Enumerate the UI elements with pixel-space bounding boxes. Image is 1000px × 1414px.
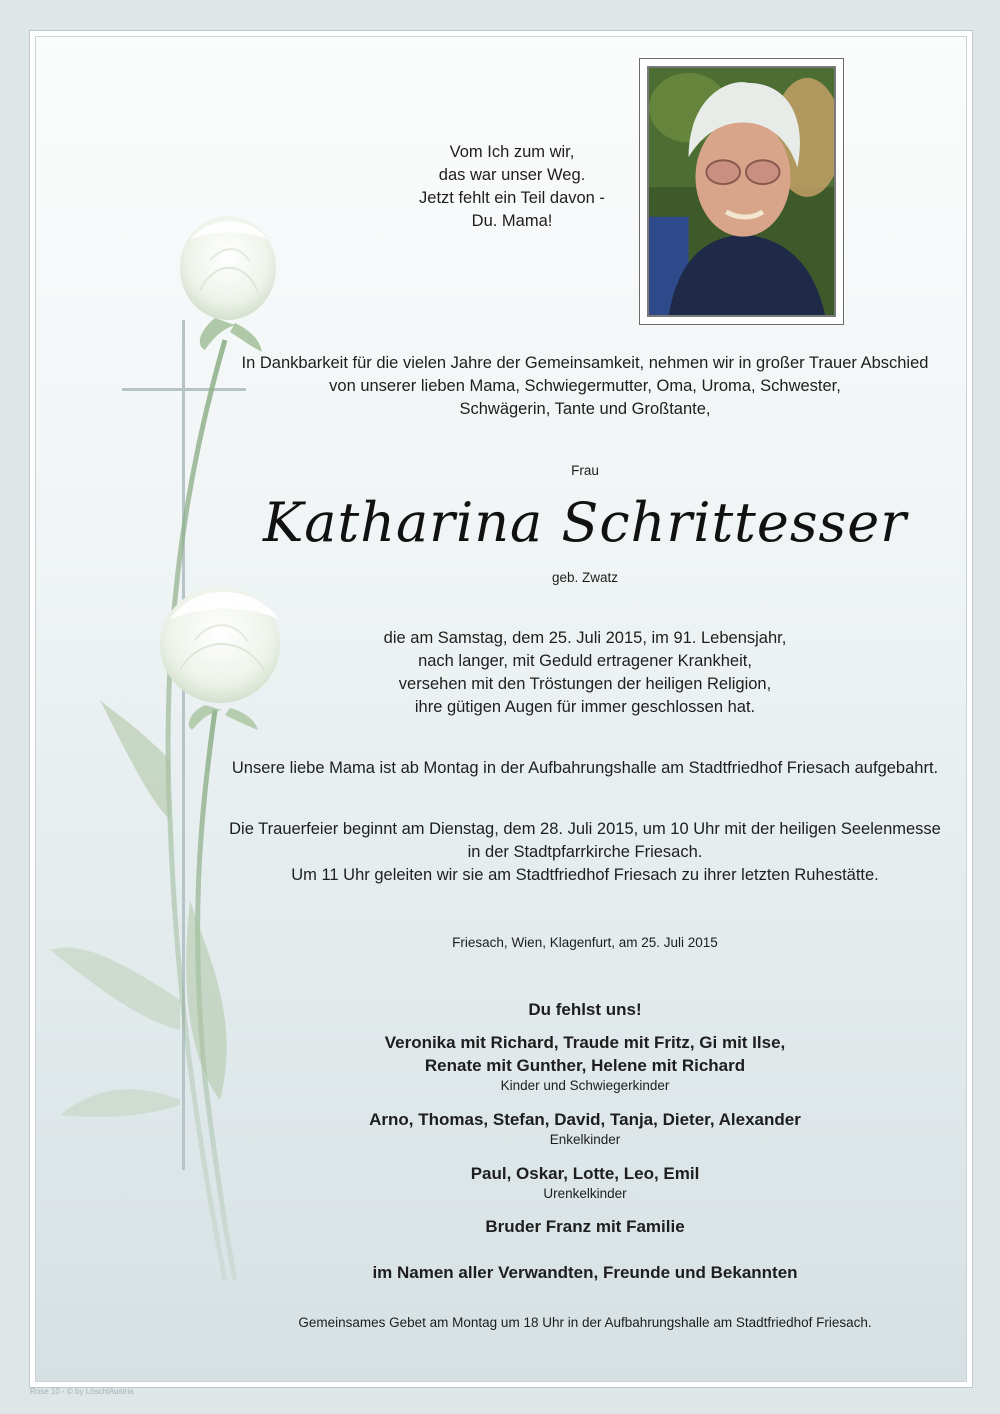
death-notice-line: nach langer, mit Geduld ertragener Krankheit, <box>418 652 752 670</box>
ceremony-notice <box>200 818 970 887</box>
birth-name: geb. Zwatz <box>551 570 619 585</box>
grandchildren-label: Enkelkinder <box>549 1132 621 1147</box>
portrait-photo <box>639 58 844 325</box>
cross-vertical <box>182 320 185 1170</box>
great-grandchildren-names: Paul, Oskar, Lotte, Leo, Emil <box>470 1164 700 1183</box>
ceremony-line: Die Trauerfeier beginnt am Dienstag, dem 28. Juli 2015, um 10 Uhr mit der heiligen Seelenmesse <box>229 820 941 838</box>
intro-text <box>200 352 970 421</box>
deceased-name: Katharina Schrittesser <box>262 491 908 554</box>
ceremony-line: Um 11 Uhr geleiten wir sie am Stadtfriedhof Friesach zu ihrer letzten Ruhestätte. <box>291 866 879 884</box>
intro-line: von unserer lieben Mama, Schwiegermutter, Oma, Uroma, Schwester, <box>329 377 841 395</box>
grandchildren-names: Arno, Thomas, Stefan, David, Tanja, Dieter, Alexander <box>369 1110 801 1129</box>
great-grandchildren-label: Urenkelkinder <box>543 1186 627 1201</box>
death-notice-line: ihre gütigen Augen für immer geschlossen hat. <box>414 698 756 716</box>
poem-line: das war unser Weg. <box>438 166 586 184</box>
death-notice-line: die am Samstag, dem 25. Juli 2015, im 91. Lebensjahr, <box>383 629 787 647</box>
poem-line: Jetzt fehlt ein Teil davon - <box>419 189 605 207</box>
portrait-image <box>649 68 834 315</box>
rose-top <box>180 216 276 320</box>
death-notice <box>200 627 970 719</box>
children-names-line: Renate mit Gunther, Helene mit Richard <box>424 1056 746 1075</box>
children-names <box>200 1031 970 1077</box>
ceremony-line: in der Stadtpfarrkirche Friesach. <box>467 843 703 861</box>
children-label: Kinder und Schwiegerkinder <box>500 1078 670 1093</box>
children-names-line: Veronika mit Richard, Traude mit Fritz, Gi mit Ilse, <box>384 1033 786 1052</box>
template-credit: Rose 10 - © by LöschlAustria <box>30 1387 134 1396</box>
prayer-notice: Gemeinsames Gebet am Montag um 18 Uhr in der Aufbahrungshalle am Stadtfriedhof Friesach. <box>298 1315 872 1330</box>
salutation: Frau <box>571 463 599 478</box>
poem-line: Du. Mama! <box>471 212 553 230</box>
poem-line: Vom Ich zum wir, <box>449 143 575 161</box>
missed-line: Du fehlst uns! <box>528 1000 642 1019</box>
sibling-line: Bruder Franz mit Familie <box>485 1217 685 1236</box>
all-relatives-line: im Namen aller Verwandten, Freunde und Bekannten <box>372 1263 798 1282</box>
intro-line: In Dankbarkeit für die vielen Jahre der Gemeinsamkeit, nehmen wir in großer Trauer Abschied <box>241 354 929 372</box>
poem <box>362 141 662 233</box>
viewing-notice: Unsere liebe Mama ist ab Montag in der Aufbahrungshalle am Stadtfriedhof Friesach aufgebahrt. <box>231 759 939 777</box>
intro-line: Schwägerin, Tante und Großtante, <box>459 400 711 418</box>
death-notice-line: versehen mit den Tröstungen der heiligen Religion, <box>398 675 772 693</box>
place-date: Friesach, Wien, Klagenfurt, am 25. Juli 2015 <box>452 935 718 950</box>
